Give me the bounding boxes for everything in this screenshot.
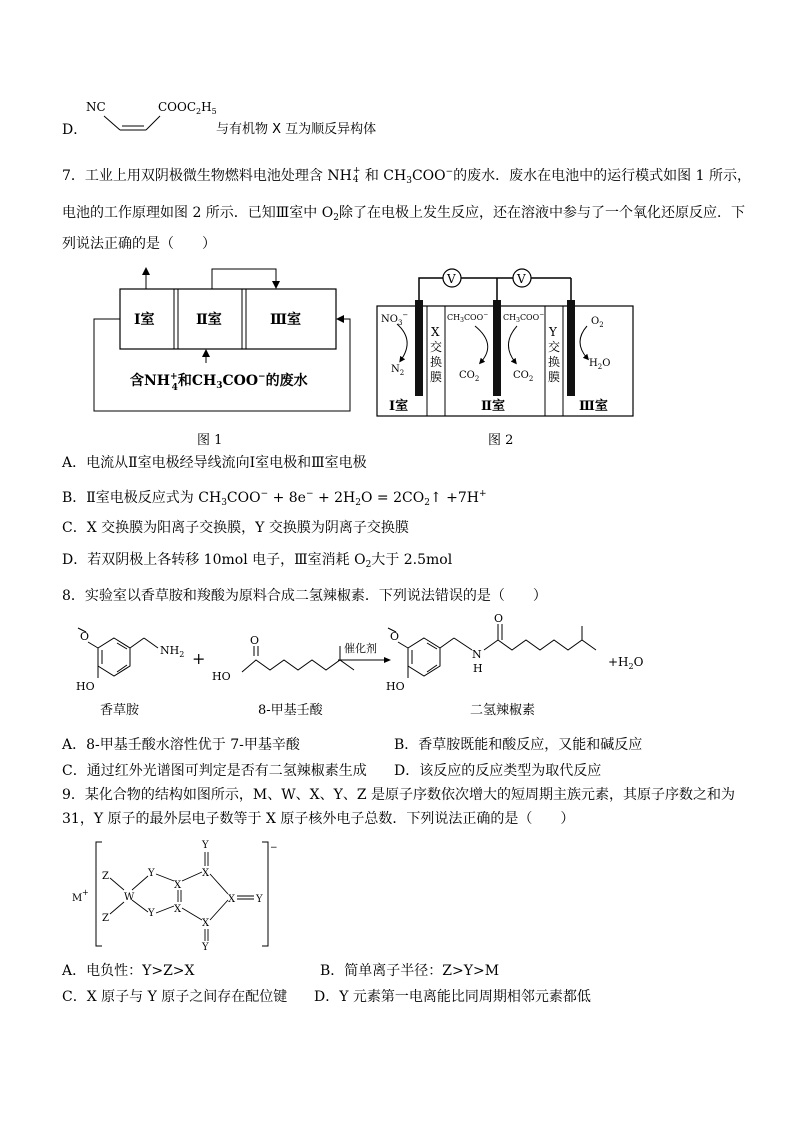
figure-2-caption: 图 2 — [488, 433, 514, 448]
q9-compound-structure — [62, 836, 292, 956]
svg-text:+H2O: $+H_2O$ — [608, 655, 644, 671]
q7-option-b: B．Ⅱ室电极反应式为 $CH_3COO^- + 8e^- + 2H_2O$ = $2CO_2↑ +7H^+$ — [62, 489, 487, 508]
svg-text:X: X — [174, 904, 182, 915]
svg-text:N2: $N_2$ — [391, 364, 405, 377]
svg-text:交: 交 — [548, 340, 561, 354]
svg-text:O: O — [390, 630, 400, 643]
electrode-room-1 — [415, 300, 423, 396]
figure-1-flow-diagram — [88, 265, 358, 417]
svg-text:X: X — [202, 868, 210, 879]
q7-option-a: A．电流从Ⅱ室电极经导线流向Ⅰ室电极和Ⅲ室电极 — [62, 455, 367, 471]
room-2-label: Ⅱ室 — [196, 312, 222, 328]
svg-text:Ⅲ室: Ⅲ室 — [579, 399, 608, 414]
svg-text:8-甲基壬酸: 8-甲基壬酸 — [258, 703, 323, 718]
svg-text:Y: Y — [202, 840, 209, 851]
q8-option-a: A．8-甲基壬酸水溶性优于 7-甲基辛酸 — [62, 737, 300, 753]
svg-text:H2O: $H_2O$ — [589, 358, 611, 371]
q7-stem-line1: 7．工业上用双阴极微生物燃料电池处理含 NH + 4 和 $CH_3COO^-$的废水．废水在电池中的运行模式如图 1 所示， — [62, 166, 751, 186]
svg-text:N: N — [472, 648, 482, 661]
nc-group: NC — [86, 100, 106, 114]
q9-option-c: C．X 原子与 Y 原子之间存在配位键 — [62, 989, 288, 1005]
q8-option-d: D．该反应的反应类型为取代反应 — [394, 763, 602, 779]
svg-text:CO2: $CO_2$ — [459, 370, 480, 383]
q7-option-c: C．X 交换膜为阳离子交换膜，Y 交换膜为阴离子交换膜 — [62, 520, 409, 536]
svg-text:Y: Y — [202, 942, 209, 953]
transfer-arrow — [212, 269, 276, 289]
feed-label: 含NH+ 4和$CH_3COO^-$的废水 — [130, 372, 308, 393]
q8-stem: 8．实验室以香草胺和羧酸为原料合成二氢辣椒素．下列说法错误的是（ ） — [62, 588, 547, 604]
svg-text:Z: Z — [102, 871, 109, 882]
svg-text:X: X — [174, 880, 182, 891]
vanillylamine-structure — [78, 628, 158, 678]
svg-text:交: 交 — [430, 340, 443, 354]
svg-text:HO: HO — [76, 680, 95, 693]
svg-text:催化剂: 催化剂 — [344, 642, 377, 655]
q9-stem-line1: 9．某化合物的结构如图所示，M、W、X、Y、Z 是原子序数依次增大的短周期主族元素，其原子序数之和为 — [62, 787, 736, 803]
svg-text:CO2: $CO_2$ — [513, 370, 534, 383]
svg-text:NH2: $NH_2$ — [160, 644, 185, 659]
q9-stem-line2: 31，Y 原子的最外层电子数等于 X 原子核外电子总数．下列说法正确的是（ ） — [62, 811, 575, 827]
svg-text:H: H — [473, 662, 483, 675]
svg-text:O: O — [250, 634, 260, 647]
svg-text:香草胺: 香草胺 — [100, 703, 140, 718]
dihydrocapsaicin-structure — [388, 624, 596, 678]
room-1-label: Ⅰ室 — [134, 312, 155, 328]
svg-text:NO3−: $NO_3^-$ — [381, 311, 409, 327]
q7-option-d: D．若双阴极上各转移 10mol 电子，Ⅲ室消耗 $O_2$大于 2.5mol — [62, 552, 453, 570]
svg-text:O: O — [80, 630, 90, 643]
figure-1-caption: 图 1 — [197, 433, 223, 448]
q9-option-a: A．电负性：Y>Z>X — [62, 963, 195, 979]
svg-text:−: − — [270, 843, 278, 853]
svg-text:X: X — [431, 325, 440, 339]
svg-text:Y: Y — [148, 868, 155, 879]
svg-text:+: + — [192, 649, 206, 668]
svg-text:W: W — [124, 892, 135, 903]
svg-text:Y: Y — [148, 908, 155, 919]
svg-text:M: M — [72, 893, 83, 904]
q8-reaction-scheme — [62, 610, 652, 720]
electrode-room-2 — [493, 300, 501, 396]
svg-text:O2: $O_2$ — [591, 316, 604, 329]
svg-text:换: 换 — [548, 355, 561, 369]
option-text: 与有机物 X 互为顺反异构体 — [216, 122, 377, 137]
q9-option-d: D．Y 元素第一电离能比同周期相邻元素都低 — [314, 989, 591, 1005]
q9-option-b: B．简单离子半径：Z>Y>M — [320, 963, 500, 979]
svg-text:HO: HO — [386, 680, 405, 693]
svg-text:膜: 膜 — [430, 370, 443, 384]
q8-option-b: B．香草胺既能和酸反应，又能和碱反应 — [394, 737, 643, 753]
svg-text:V: V — [517, 272, 526, 286]
q7-stem-line3: 列说法正确的是（ ） — [62, 236, 216, 252]
svg-text:CH3COO−: $CH_3COO^-$ — [447, 311, 489, 324]
svg-text:V: V — [447, 272, 456, 286]
svg-text:Ⅱ室: Ⅱ室 — [481, 399, 505, 414]
ester-group: $COOC_2H_5$ — [158, 100, 217, 116]
svg-text:二氢辣椒素: 二氢辣椒素 — [470, 703, 536, 718]
svg-text:Ⅰ室: Ⅰ室 — [389, 399, 409, 414]
methylnonanoic-acid-structure — [242, 646, 354, 672]
svg-text:+: + — [82, 888, 89, 897]
svg-text:换: 换 — [430, 355, 443, 369]
option-label: D． — [62, 122, 88, 138]
svg-text:膜: 膜 — [548, 370, 561, 384]
svg-text:X: X — [228, 894, 236, 905]
svg-text:HO: HO — [212, 670, 231, 683]
svg-text:X: X — [202, 918, 210, 929]
electrode-room-3 — [567, 300, 575, 396]
figure-2-cell-diagram — [375, 262, 637, 420]
svg-text:Z: Z — [102, 913, 109, 924]
svg-text:CH3COO−: $CH_3COO^-$ — [503, 311, 545, 324]
q7-stem-line2: 电池的工作原理如图 2 所示．已知Ⅲ室中 $O_2$除了在电极上发生反应，还在溶液中参与了一个氧化还原反应．下 — [62, 205, 745, 223]
q8-option-c: C．通过红外光谱图可判定是否有二氢辣椒素生成 — [62, 763, 367, 779]
recycle-loop — [94, 319, 350, 411]
svg-text:Y: Y — [549, 325, 557, 339]
svg-text:Y: Y — [256, 894, 263, 905]
svg-text:O: O — [494, 612, 504, 625]
room-3-label: Ⅲ室 — [270, 312, 302, 328]
